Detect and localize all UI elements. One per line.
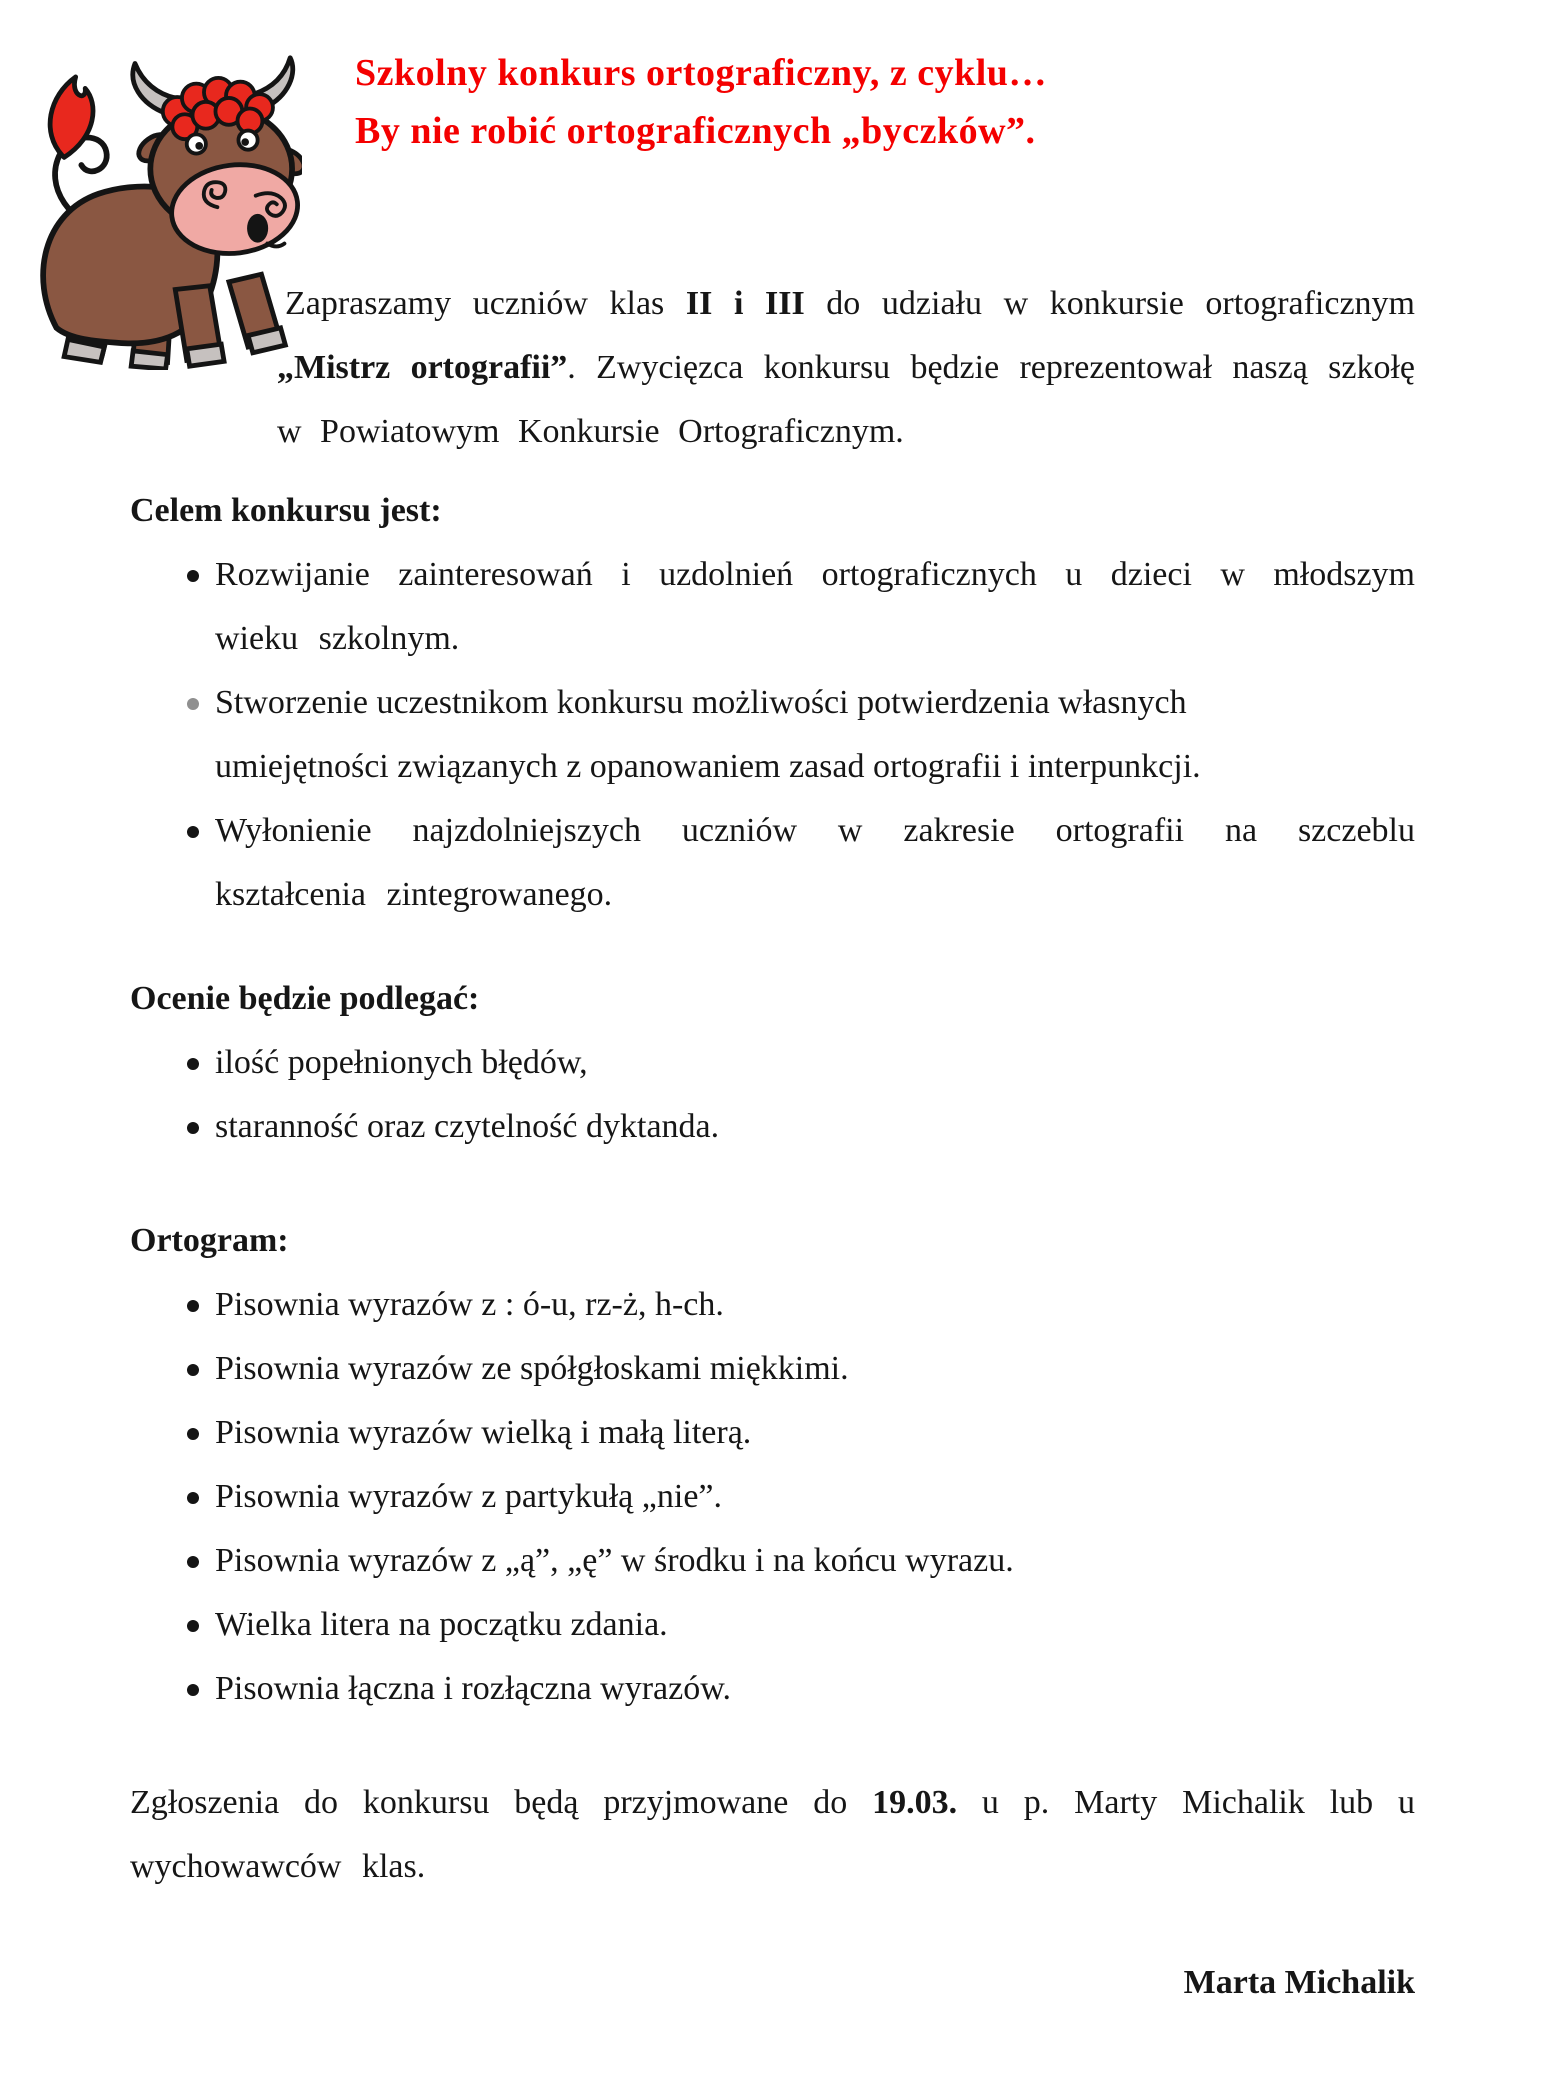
- ortogram-list: [130, 1273, 1415, 1721]
- list-item: Pisownia wyrazów z : ó-u, rz-ż, h-ch.: [130, 1273, 1415, 1337]
- closing-text: Zgłoszenia do konkursu będą przyjmowane do: [130, 1784, 873, 1821]
- intro-bold-classes: II i III: [685, 285, 805, 322]
- intro-paragraph: [277, 272, 1415, 464]
- title-line-2: By nie robić ortograficznych „byczków”.: [355, 110, 1036, 152]
- document-title: [355, 0, 1415, 160]
- intro-text: do udziału w konkursie ortograficznym: [804, 285, 1416, 322]
- grading-list: [130, 1031, 1415, 1159]
- list-item: Wyłonienie najzdolniejszych uczniów w zakresie ortografii na szczeblu kształcenia zintegrowanego.: [130, 799, 1415, 927]
- list-item: staranność oraz czytelność dyktanda.: [130, 1095, 1415, 1159]
- list-item: Stworzenie uczestnikom konkursu możliwości potwierdzenia własnych umiejętności związanych z opanowaniem zasad ortografii i interpunkcji.: [130, 671, 1415, 799]
- list-item: Wielka litera na początku zdania.: [130, 1593, 1415, 1657]
- signature: Marta Michalik: [1183, 1964, 1415, 2001]
- closing-bold-date: 19.03.: [872, 1784, 958, 1821]
- list-item: Rozwijanie zainteresowań i uzdolnień ortograficznych u dzieci w młodszym wieku szkolnym.: [130, 543, 1415, 671]
- list-item: ilość popełnionych błędów,: [130, 1031, 1415, 1095]
- closing-text: u p. Marty Michalik lub u wychowawców klas.: [130, 1784, 1415, 1885]
- list-item: Pisownia wyrazów ze spółgłoskami miękkimi.: [130, 1337, 1415, 1401]
- intro-text: Zapraszamy uczniów klas: [285, 285, 686, 322]
- intro-bold-contest-name: „Mistrz ortografii”: [277, 349, 568, 386]
- title-line-1: Szkolny konkurs ortograficzny, z cyklu…: [355, 52, 1047, 94]
- bull-tail-tuft-icon: [50, 77, 93, 157]
- goals-list: [130, 543, 1415, 927]
- list-item: Pisownia wyrazów z „ą”, „ę” w środku i na końcu wyrazu.: [130, 1529, 1415, 1593]
- list-item: Pisownia wyrazów z partykułą „nie”.: [130, 1465, 1415, 1529]
- section-heading-ortogram: Ortogram:: [130, 1222, 289, 1259]
- bull-cartoon-illustration: [14, 52, 302, 370]
- section-heading-grading: Ocenie będzie podlegać:: [130, 980, 480, 1017]
- intro-text: . Zwycięzca konkursu będzie reprezentował naszą szkołę w Powiatowym Konkursie Ortograficznym.: [277, 349, 1415, 450]
- closing-paragraph: [130, 1771, 1415, 1899]
- list-item: Pisownia łączna i rozłączna wyrazów.: [130, 1657, 1415, 1721]
- list-item: Pisownia wyrazów wielką i małą literą.: [130, 1401, 1415, 1465]
- section-heading-goals: Celem konkursu jest:: [130, 492, 442, 529]
